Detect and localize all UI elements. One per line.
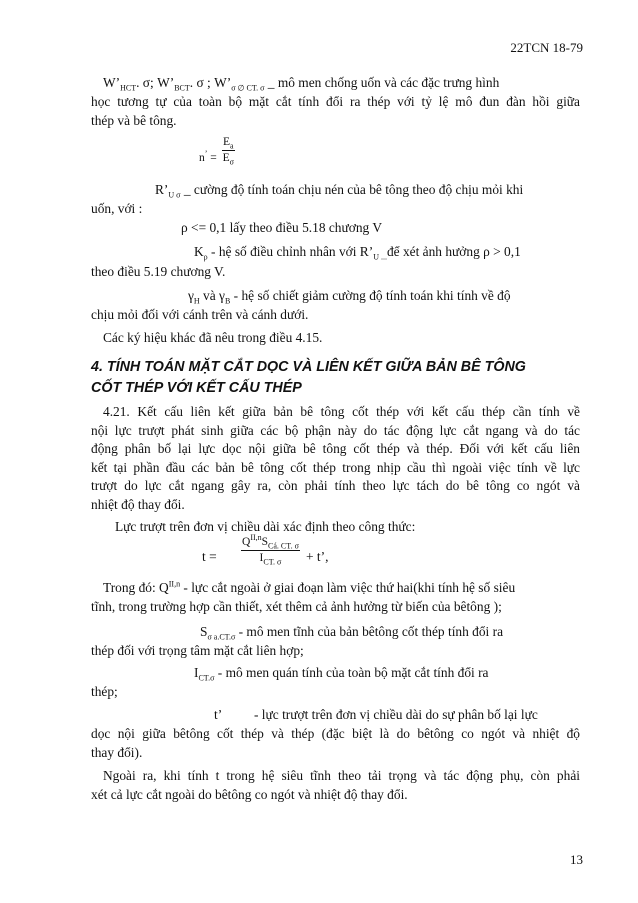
shear-flow-lhs: t = <box>202 549 217 564</box>
body-line: uốn, với : <box>91 201 143 216</box>
section-heading-line1: 4. TÍNH TOÁN MẶT CẮT DỌC VÀ LIÊN KẾT GIỮA BẢN BÊ TÔNG <box>91 359 526 375</box>
fraction-denominator: $I_{CT. \sigma}$ <box>259 552 282 567</box>
fraction-numerator: $E_a$ <box>223 136 234 151</box>
body-line: dọc nội giữa bêtông cốt thép và thép (đặc biệt là do bêtông co ngót và nhiệt độ <box>91 726 580 741</box>
paragraph-line: nội lực trượt phát sinh giữa các bộ phận này do tác động lực cắt ngang và do tác <box>91 423 580 438</box>
section-modulus-definition-line: $W’_{HCT}$. σ; $W’_{BCT}$. σ ; $W’_{\sigma \emptyset CT. \sigma}$ _ mô men chống uốn và các đặc trưng hình <box>103 75 500 93</box>
w-bct-symbol: $W’_{BCT}$ <box>157 75 190 93</box>
shear-flow-t-prime-symbol: t’ <box>214 707 223 722</box>
fraction-numerator: $Q^{II,n}S_{Cá. CT. \sigma}$ <box>242 533 299 551</box>
fraction-denominator: $E_\sigma$ <box>222 152 234 167</box>
body-line: tĩnh, trong trường hợp cần thiết, xét thêm cả ảnh hưởng từ biến của bêtông ); <box>91 599 502 614</box>
k-rho-definition-line: $K_\rho$ - hệ số điều chỉnh nhân với $R’_{U ...}để$ xét ảnh hưởng ρ > 0,1 <box>194 244 521 262</box>
shear-flow-fraction <box>241 533 300 567</box>
other-symbols-note: Các ký hiệu khác đã nêu trong điều 4.15. <box>103 330 323 345</box>
static-moment-definition-line: $S_{\sigma a.CT.\sigma}$ - mô men tĩnh của bản bêtông cốt thép tính đổi ra <box>200 624 504 642</box>
modular-ratio-fraction <box>222 136 235 165</box>
shear-force-definition-line: Trong đó: $Q^{II,n}$ - lực cắt ngoài ở giai đoạn làm việc thứ hai(khi tính hệ số siêu <box>103 579 516 595</box>
body-line: thép và bê tông. <box>91 113 177 128</box>
body-line: theo điều 5.19 chương V. <box>91 264 226 279</box>
body-line: chịu mỏi đối với cánh trên và cánh dưới. <box>91 307 309 322</box>
shear-flow-rhs: + t’, <box>306 549 329 564</box>
inertia-definition-line: $I_{CT.\sigma}$ - mô men quán tính của toàn bộ mặt cắt tính đổi ra <box>194 665 489 683</box>
w-hct-symbol: $W’_{HCT}$ <box>103 75 137 93</box>
t-prime-definition-line: - lực trượt trên đơn vị chiều dài do sự phân bố lại lực <box>254 707 538 722</box>
paragraph-line: nhiệt độ thay đổi. <box>91 497 185 512</box>
section-heading-line2: CỐT THÉP VỚI KẾT CẤU THÉP <box>91 380 302 396</box>
body-line: học tương tự của toàn bộ mặt cắt tính đổi ra thép với tỷ lệ mô đun đàn hồi giữa <box>91 94 580 109</box>
paragraph-line: kết tại phần đầu các bản bê tông cốt thép trong nhịp cầu thì ngoài việc tính về lực <box>91 460 580 475</box>
paragraph-line: động phân bố lại lực dọc nội giữa bê tông cốt thép và thép. Đối với kết cấu liên <box>91 441 580 456</box>
modular-ratio-lhs: n’ = <box>199 149 217 164</box>
w-sigma-symbol: $W’_{\sigma \emptyset CT. \sigma}$ <box>214 75 265 93</box>
formula-intro: Lực trượt trên đơn vị chiều dài xác định theo công thức: <box>115 519 416 534</box>
document-code-header: 22TCN 18-79 <box>510 40 583 55</box>
fatigue-strength-definition-line: $R’_{U \sigma}$ _ cường độ tính toán chịu nén của bê tông theo độ chịu mỏi khi <box>155 182 524 200</box>
paragraph-line: 4.21. Kết cấu liên kết giữa bản bê tông cốt thép với kết cấu thép cần tính về <box>103 404 580 419</box>
rho-condition-line: ρ <= 0,1 lấy theo điều 5.18 chương V <box>181 220 383 235</box>
page-number: 13 <box>570 852 583 867</box>
body-line: thép đối với trọng tâm mặt cắt liên hợp; <box>91 643 304 658</box>
closing-line: Ngoài ra, khi tính t trong hệ siêu tĩnh theo tải trọng và tác động phụ, còn phải <box>103 768 580 783</box>
body-line: thay đổi). <box>91 745 143 760</box>
gamma-definition-line: $\gamma_H$ và $\gamma_B$ - hệ số chiết giảm cường độ tính toán khi tính về độ <box>188 288 511 306</box>
paragraph-line: trượt do lực cắt ngang gây ra, còn phải tính theo lực tách do bê tông co ngót và <box>91 478 580 493</box>
body-line: thép; <box>91 684 118 699</box>
closing-line: xét cả lực cắt ngoài do bêtông co ngót và nhiệt độ thay đổi. <box>91 787 408 802</box>
